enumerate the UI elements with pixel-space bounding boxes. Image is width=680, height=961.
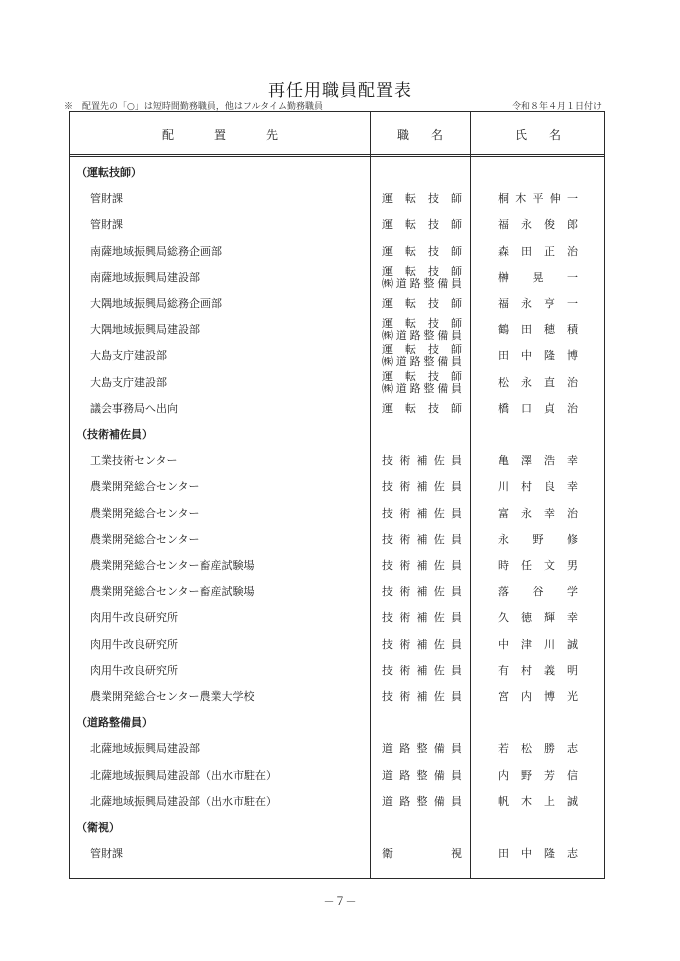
name-cell: 桐木平伸一 <box>498 192 578 206</box>
position-title: 運転技師 <box>382 244 462 258</box>
position-cell <box>382 474 462 500</box>
position-cell <box>382 501 462 527</box>
section-label: （技術補佐員） <box>76 428 153 441</box>
placement-cell: 大島支庁建設部 <box>90 375 167 389</box>
name-cell: 松永直治 <box>498 375 578 389</box>
position-title: 運転技師 <box>382 369 462 383</box>
page-number: －７－ <box>323 895 357 908</box>
placement-table <box>69 111 605 879</box>
placement-cell: 農業開発総合センター農業大学校 <box>90 690 255 703</box>
position-title: 道路整備員 <box>382 768 462 782</box>
position-cell <box>382 212 462 238</box>
placement-cell: 北薩地域振興局建設部（出水市駐在） <box>90 794 277 808</box>
position-title: 運転技師 <box>382 264 462 278</box>
name-cell: 永野修 <box>498 532 578 546</box>
position-cell <box>382 527 462 553</box>
placement-cell: 南薩地域振興局総務企画部 <box>90 244 222 258</box>
header-note: ※ 配置先の「○」は短時間勤務職員，他はフルタイム勤務職員 <box>64 102 323 112</box>
placement-cell: 農業開発総合センター <box>90 480 200 494</box>
position-cell <box>382 291 462 317</box>
position-title: 技術補佐員 <box>382 690 462 703</box>
name-cell: 中津川誠 <box>498 637 578 651</box>
position-cell <box>382 658 462 684</box>
name-cell: 宮内博光 <box>498 690 578 703</box>
position-cell <box>382 553 462 579</box>
placement-cell: 農業開発総合センター <box>90 506 200 520</box>
name-cell: 落谷学 <box>498 585 578 599</box>
position-title: 技術補佐員 <box>382 585 462 599</box>
name-cell: 若松勝志 <box>498 742 578 756</box>
name-cell: 川村良幸 <box>498 480 578 494</box>
placement-cell: 北薩地域振興局建設部 <box>90 742 200 756</box>
position-title: 運転技師 <box>382 343 462 357</box>
position-cell <box>382 266 462 290</box>
placement-cell: 肉用牛改良研究所 <box>90 637 178 651</box>
position-secondary: ㈱道路整備員 <box>382 329 462 343</box>
name-cell: 橋口貞治 <box>498 401 578 415</box>
placement-cell: 議会事務局へ出向 <box>90 401 178 415</box>
placement-cell: 工業技術センター <box>90 454 178 468</box>
position-cell <box>382 344 462 368</box>
table-row <box>70 658 606 684</box>
position-title: 運転技師 <box>382 317 462 331</box>
table-row <box>70 553 606 579</box>
position-cell <box>382 239 462 265</box>
table-row <box>70 370 606 396</box>
table-row <box>70 527 606 553</box>
position-title: 技術補佐員 <box>382 532 462 546</box>
placement-cell: 農業開発総合センター畜産試験場 <box>90 559 255 572</box>
position-cell <box>382 579 462 605</box>
position-cell <box>382 186 462 212</box>
position-title: 技術補佐員 <box>382 637 462 651</box>
position-secondary: ㈱道路整備員 <box>382 276 462 290</box>
header-name: 氏名 <box>514 128 583 142</box>
position-cell <box>382 371 462 395</box>
table-row <box>70 501 606 527</box>
placement-cell: 肉用牛改良研究所 <box>90 611 178 625</box>
position-title: 技術補佐員 <box>382 454 462 468</box>
section-label: （道路整備員） <box>76 716 153 730</box>
name-cell: 森田正治 <box>498 244 578 258</box>
position-cell <box>382 448 462 474</box>
name-cell: 田中隆志 <box>498 847 578 861</box>
position-title: 技術補佐員 <box>382 663 462 677</box>
table-row <box>70 632 606 658</box>
page-title: 再任用職員配置表 <box>268 81 412 101</box>
position-secondary: ㈱道路整備員 <box>382 381 462 395</box>
position-title: 技術補佐員 <box>382 506 462 520</box>
table-row <box>70 789 606 815</box>
position-title: 道路整備員 <box>382 742 462 756</box>
name-cell: 福永亨一 <box>498 297 578 310</box>
table-row <box>70 763 606 789</box>
section-row <box>70 422 606 448</box>
position-cell <box>382 396 462 422</box>
position-cell <box>382 841 462 867</box>
name-cell: 福永俊郎 <box>498 218 578 232</box>
name-cell: 榊晃一 <box>498 270 578 284</box>
table-row <box>70 605 606 631</box>
name-cell: 有村義明 <box>498 663 578 677</box>
table-row <box>70 186 606 212</box>
table-row <box>70 239 606 265</box>
position-secondary: ㈱道路整備員 <box>382 355 462 369</box>
position-title: 運転技師 <box>382 297 462 310</box>
position-cell <box>382 736 462 762</box>
position-title: 衛視 <box>382 847 462 861</box>
header-position: 職名 <box>396 128 465 142</box>
position-title: 運転技師 <box>382 218 462 232</box>
placement-cell: 大隅地域振興局建設部 <box>90 323 200 337</box>
table-row <box>70 265 606 291</box>
name-cell: 富永幸治 <box>498 506 578 520</box>
name-cell: 田中隆博 <box>498 349 578 363</box>
placement-cell: 肉用牛改良研究所 <box>90 663 178 677</box>
placement-cell: 管財課 <box>90 218 123 232</box>
section-label: （衛視） <box>76 821 120 834</box>
position-title: 技術補佐員 <box>382 611 462 625</box>
position-cell <box>382 605 462 631</box>
name-cell: 内野芳信 <box>498 768 578 782</box>
placement-cell: 農業開発総合センター <box>90 532 200 546</box>
placement-cell: 大隅地域振興局総務企画部 <box>90 297 222 310</box>
position-title: 技術補佐員 <box>382 559 462 572</box>
placement-cell: 管財課 <box>90 847 123 861</box>
table-row <box>70 448 606 474</box>
position-title: 運転技師 <box>382 401 462 415</box>
position-cell <box>382 318 462 342</box>
effective-date: 令和８年４月１日付け <box>511 102 602 112</box>
table-row <box>70 684 606 710</box>
placement-cell: 大島支庁建設部 <box>90 349 167 363</box>
name-cell: 鶴田穂積 <box>498 323 578 337</box>
placement-cell: 農業開発総合センター畜産試験場 <box>90 585 255 599</box>
header-place: 配置先 <box>161 128 318 142</box>
placement-cell: 管財課 <box>90 192 123 206</box>
placement-cell: 北薩地域振興局建設部（出水市駐在） <box>90 768 277 782</box>
table-row <box>70 291 606 317</box>
position-cell <box>382 789 462 815</box>
header-rule <box>70 154 604 157</box>
name-cell: 久徳輝幸 <box>498 611 578 625</box>
table-row <box>70 474 606 500</box>
section-row <box>70 710 606 736</box>
section-label: （運転技師） <box>76 166 142 179</box>
position-title: 道路整備員 <box>382 794 462 808</box>
name-cell: 帆木上誠 <box>498 794 578 808</box>
table-row <box>70 841 606 867</box>
table-row <box>70 396 606 422</box>
position-cell <box>382 684 462 710</box>
position-cell <box>382 632 462 658</box>
position-cell <box>382 763 462 789</box>
table-row <box>70 579 606 605</box>
table-row <box>70 343 606 369</box>
position-title: 運転技師 <box>382 192 462 206</box>
placement-cell: 南薩地域振興局建設部 <box>90 270 200 284</box>
position-title: 技術補佐員 <box>382 480 462 494</box>
table-row <box>70 212 606 238</box>
table-row <box>70 736 606 762</box>
section-row <box>70 815 606 841</box>
section-row <box>70 160 606 186</box>
name-cell: 亀澤浩幸 <box>498 454 578 468</box>
table-row <box>70 317 606 343</box>
name-cell: 時任文男 <box>498 559 578 572</box>
